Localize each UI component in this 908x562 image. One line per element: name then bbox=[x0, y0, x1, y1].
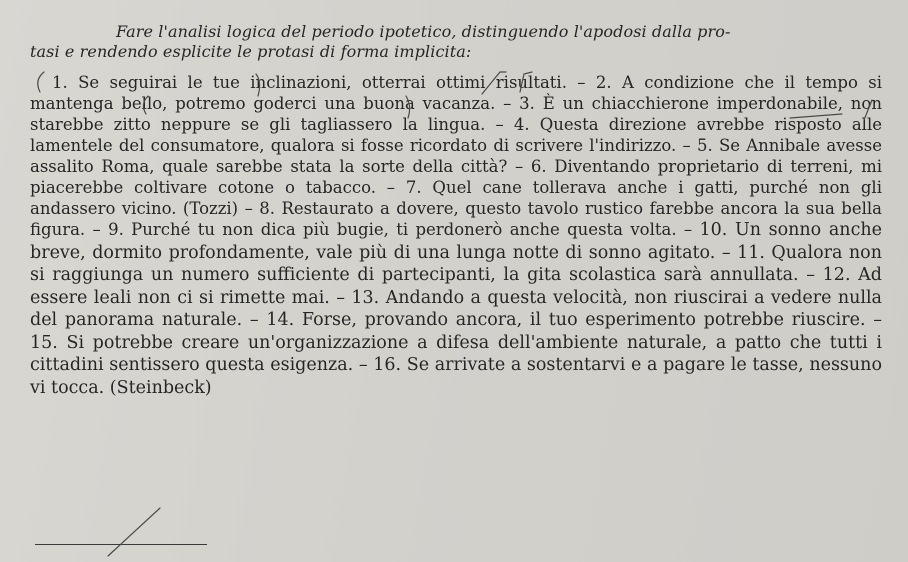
sentences-part-1: 1. Se seguirai le tue inclinazioni, otterrai ottimi risultati. – 2. A condizione che il tempo si mantenga bello, potremo goderci una buona vacanza. – 3. È un chiacchierone imperdonabile, non starebbe zitto neppure se gli tagliassero la lingua. – 4. Questa direzione avrebbe risposto alle lamentele del consumatore, qualora si fosse ricordato di scrivere l'indirizzo. – 5. Se Annibale avesse assalito Roma, quale sarebbe stata la sorte della città? – 6. Diventando proprietario di terreni, mi piacerebbe coltivare cotone o tabacco. – 7. Quel cane tollerava anche i gatti, purché non gli andassero vicino. (Tozzi) – 8. Restaurato a dovere, questo tavolo rustico farebbe ancora la sua bella figura. – 9. Purché tu non dica più bugie, ti perdonerò anche questa volta. – bbox=[30, 73, 882, 239]
exercise-sentences bbox=[30, 72, 882, 399]
exercise-instruction bbox=[30, 22, 890, 62]
instruction-line-1: Fare l'analisi logica del periodo ipotetico, distinguendo l'apodosi dalla pro- bbox=[116, 22, 731, 41]
page-divider bbox=[35, 544, 207, 545]
sentences-part-2: 10. Un sonno anche breve, dormito profondamente, vale più di una lunga notte di sonno agitato. – 11. Qualora non si raggiunga un numero sufficiente di partecipanti, la gita scolastica sarà annullata. – 12. Ad essere leali non ci si rimette mai. – 13. Andando a questa velocità, non riuscirai a vedere nulla del panorama naturale. – 14. Forse, provando ancora, il tuo esperimento potrebbe riuscire. – 15. Si potrebbe creare un'organizzazione a difesa dell'ambiente naturale, a patto che tutti i cittadini sentissero questa esigenza. – 16. Se arrivate a sostentarvi e a pagare le tasse, nessuno vi tocca. (Steinbeck) bbox=[30, 220, 882, 398]
instruction-line-2: tasi e rendendo esplicite le protasi di forma implicita: bbox=[30, 42, 472, 61]
pencil-slash-9 bbox=[108, 508, 160, 556]
